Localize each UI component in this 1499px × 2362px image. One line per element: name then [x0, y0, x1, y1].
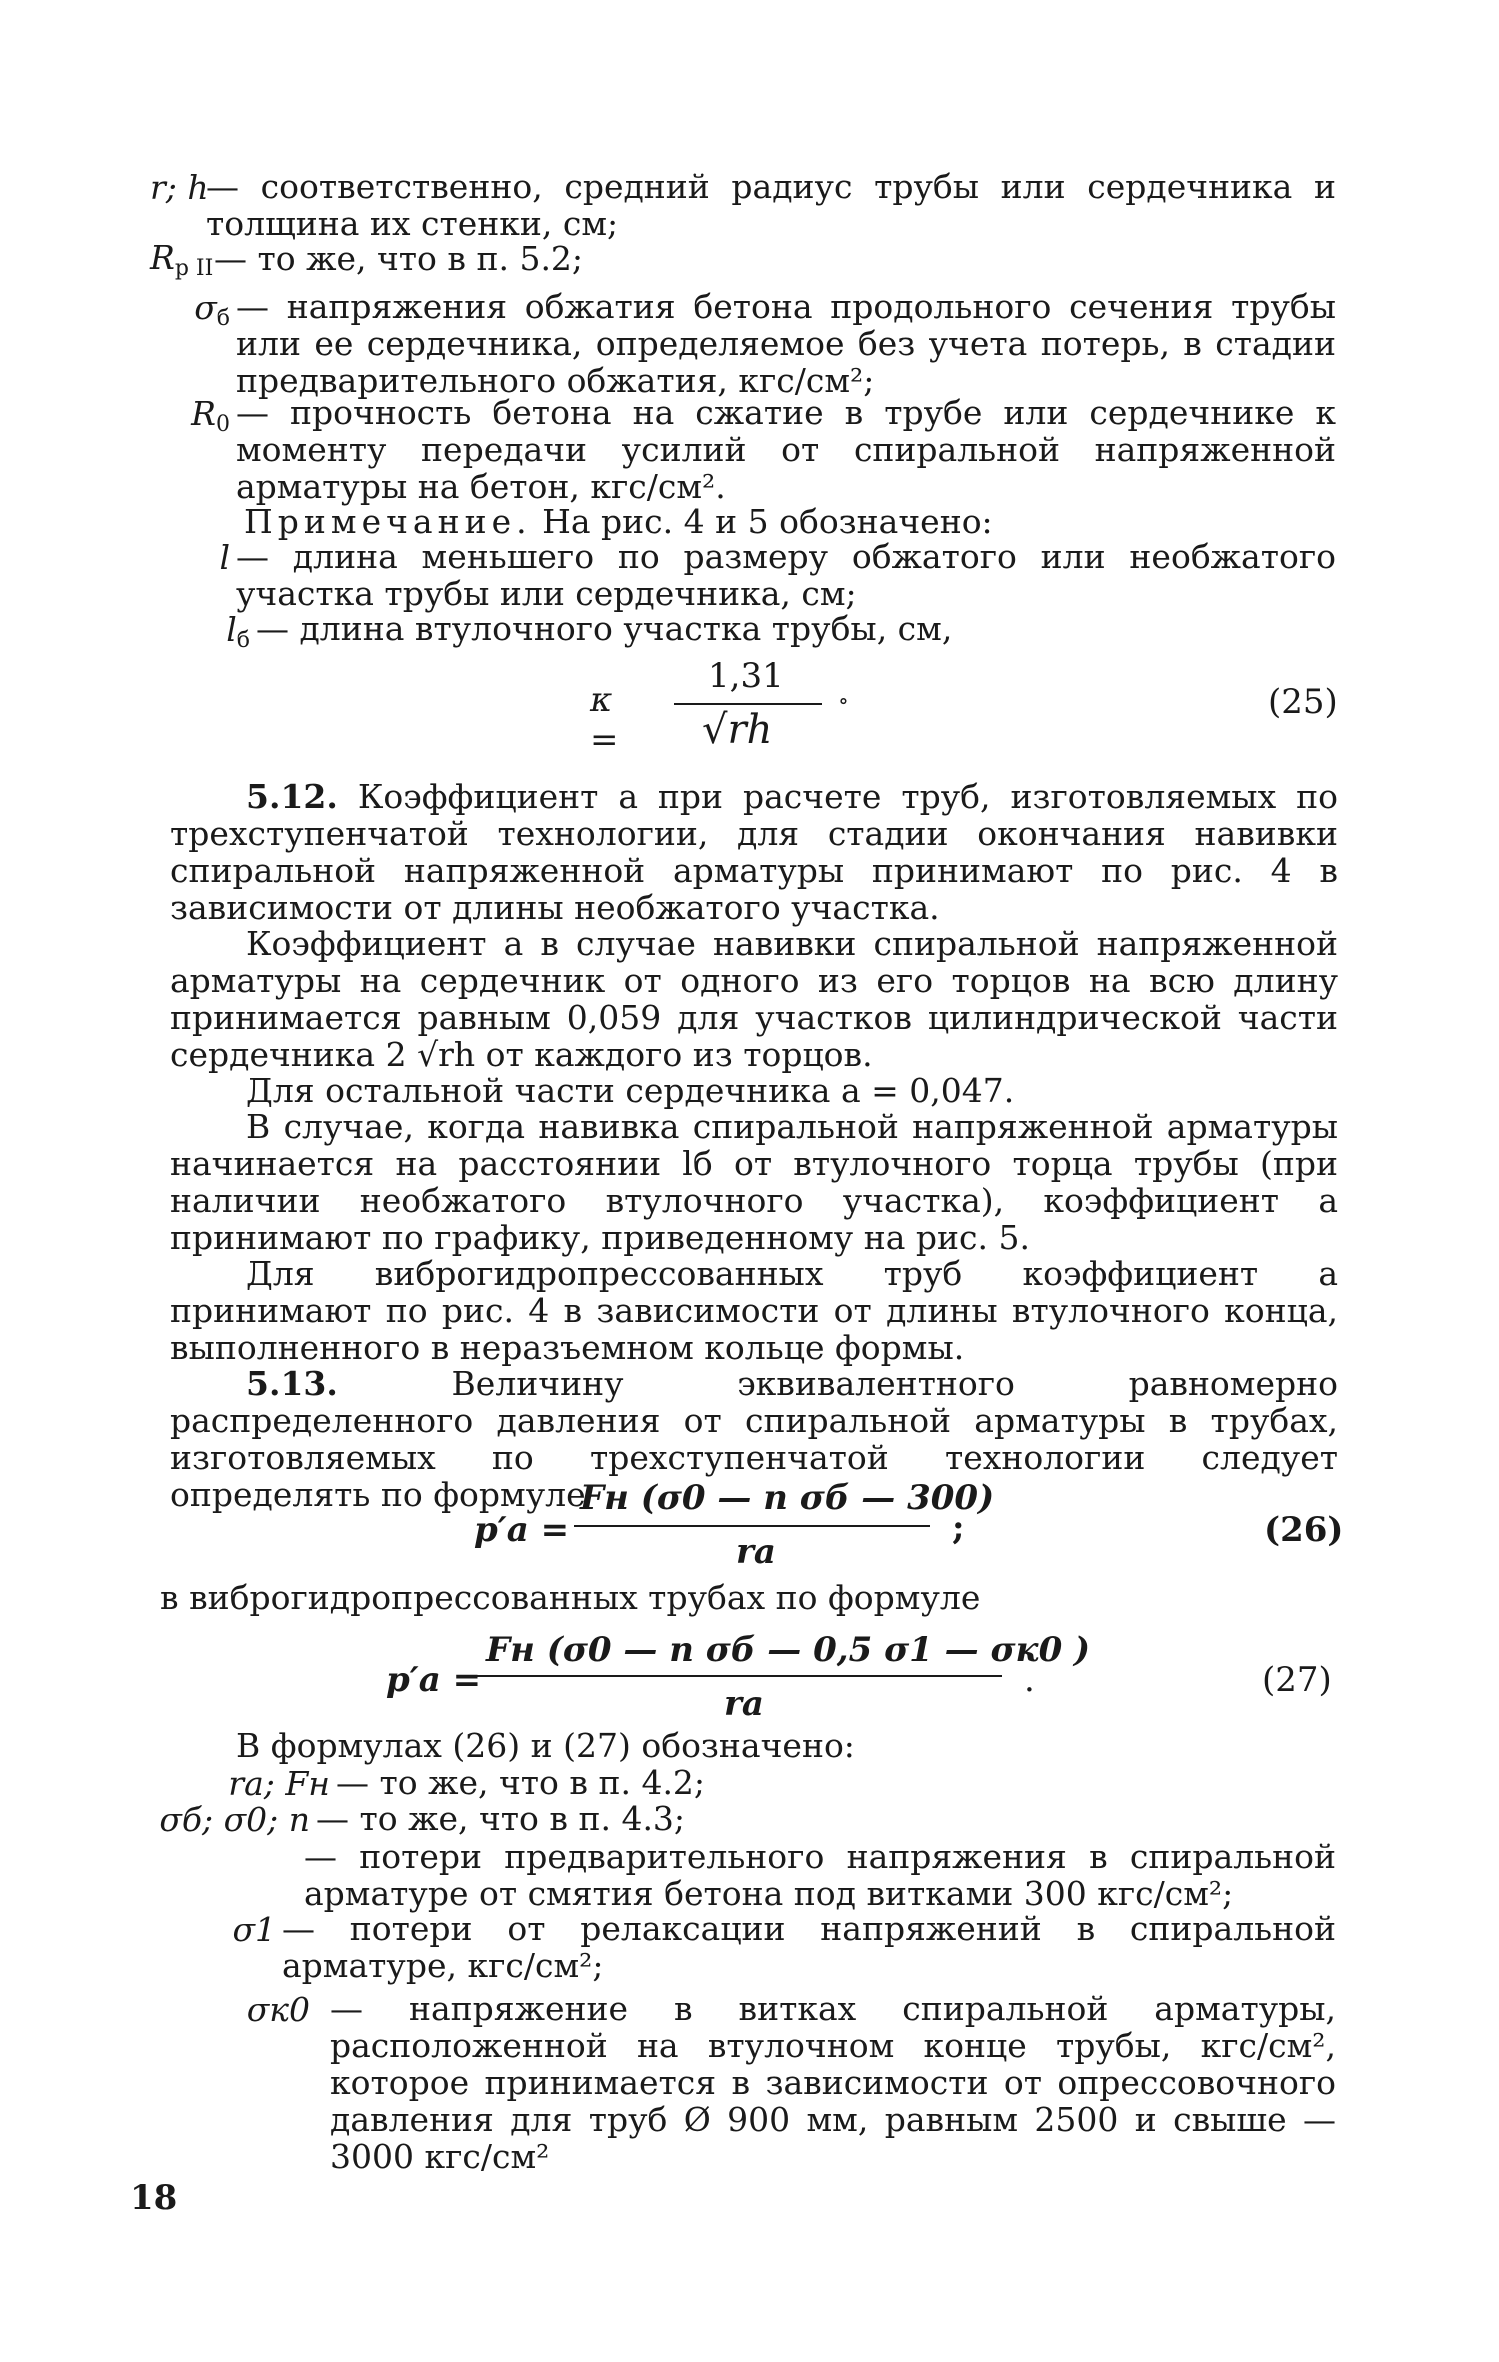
fraction-bar [474, 1675, 1002, 1677]
text-line: в виброгидропрессованных трубах по формуле [160, 1578, 981, 1617]
eq27-denominator: ra [724, 1684, 764, 1724]
paragraph-5-12: 5.12. Коэффициент a при расчете труб, изготовляемых по трехступенчатой технологии, для стадии окончания навивки спиральной напряженной арматуры принимают по рис. 4 в зависимости от длины необжатого участка. [170, 777, 1338, 927]
def-description: — потери предварительного напряжения в спиральной арматуре от смятия бетона под витками 300 кгс/см²; [304, 1837, 1336, 1913]
def-description: — длина меньшего по размеру обжатого или необжатого участка трубы или сердечника, см; [236, 537, 1336, 613]
eq27-numerator: Fн (σ0 — n σб — 0,5 σ1 — σк0 ) [486, 1630, 1091, 1670]
eq25-denominator: √rh [702, 707, 773, 753]
eq27-lhs: p′a = [386, 1660, 482, 1700]
eq25-lhs: κ = [590, 680, 619, 760]
paragraph: Коэффициент a в случае навивки спиральной напряженной арматуры на сердечник от одного из его торцов на всю длину принимается равным 0,059 для участков цилиндрической части сердечника 2 √rh от каждого из торцов. [170, 924, 1338, 1074]
equation-number: (25) [1268, 682, 1338, 722]
paragraph: В случае, когда навивка спиральной напряженной арматуры начинается на расстоянии lб от втулочного торца трубы (при наличии необжатого втулочного участка), коэффициент a принимают по графику, приведенному на рис. 5. [170, 1107, 1338, 1257]
paragraph: Для виброгидропрессованных труб коэффициент a принимают по рис. 4 в зависимости от длины втулочного конца, выполненного в неразъемном кольце формы. [170, 1254, 1338, 1367]
note-heading: Примечание. [244, 502, 532, 541]
def-description: — прочность бетона на сжатие в трубе или сердечнике к моменту передачи усилий от спиральной напряженной арматуры на бетон, кгс/см². [236, 393, 1336, 506]
def-symbol: $R_{p II}$ [150, 238, 214, 281]
paragraph-5-13: 5.13. Величину эквивалентного равномерно распределенного давления от спиральной арматуры в трубах, изготовляемых по трехступенчатой технологии следует определять по формуле [170, 1364, 1338, 1514]
eq25-tail: ∘ [838, 689, 849, 714]
text-line: В формулах (26) и (27) обозначено: [236, 1726, 855, 1765]
paragraph: Для остальной части сердечника a = 0,047. [246, 1071, 1015, 1110]
eq27-tail: . [1024, 1660, 1035, 1700]
eq26-denominator: ra [736, 1532, 776, 1572]
def-description: — то же, что в п. 5.2; [214, 239, 584, 278]
def-description: — напряжение в витках спиральной арматуры, расположенной на втулочном конце трубы, кгс/см², которое принимается в зависимости от опрессовочного давления для труб Ø 900 мм, равным 2500 и свыше — 3000 кгс/см² [330, 1989, 1336, 2176]
def-symbol: $l_б$ [226, 610, 250, 653]
def-symbol: $\sigma_б$ [194, 288, 230, 331]
equation-number: (26) [1264, 1510, 1344, 1550]
note-line [244, 502, 993, 542]
eq26-lhs: p′a = [474, 1510, 570, 1550]
def-symbol: σк0 [246, 1990, 310, 2029]
def-symbol: σ1 [232, 1910, 276, 1949]
def-symbol: l [219, 538, 230, 577]
eq26-numerator: Fн (σ0 — n σб — 300) [580, 1478, 995, 1518]
def-description: — то же, что в п. 4.2; [336, 1763, 706, 1802]
note-text: На рис. 4 и 5 обозначено: [531, 502, 993, 541]
fraction-bar [574, 1525, 930, 1527]
eq25-numerator: 1,31 [708, 656, 784, 696]
def-symbol: r; h [150, 168, 209, 207]
def-description: — длина втулочного участка трубы, см, [256, 609, 953, 648]
def-description: — напряжения обжатия бетона продольного сечения трубы или ее сердечника, определяемое без учета потерь, в стадии предварительного обжатия, кгс/см²; [236, 287, 1336, 400]
eq26-tail: ; [952, 1508, 965, 1548]
def-symbol: σб; σ0; n [159, 1800, 310, 1839]
def-symbol: ra; Fн [228, 1764, 330, 1803]
page-number: 18 [130, 2178, 178, 2218]
fraction-bar [674, 703, 822, 705]
def-description: — потери от релаксации напряжений в спиральной арматуре, кгс/см²; [282, 1909, 1336, 1985]
def-symbol: $R_0$ [191, 394, 230, 437]
def-description: — то же, что в п. 4.3; [316, 1799, 686, 1838]
def-description: — соответственно, средний радиус трубы или сердечника и толщина их стенки, см; [206, 167, 1336, 243]
equation-number: (27) [1262, 1660, 1332, 1700]
